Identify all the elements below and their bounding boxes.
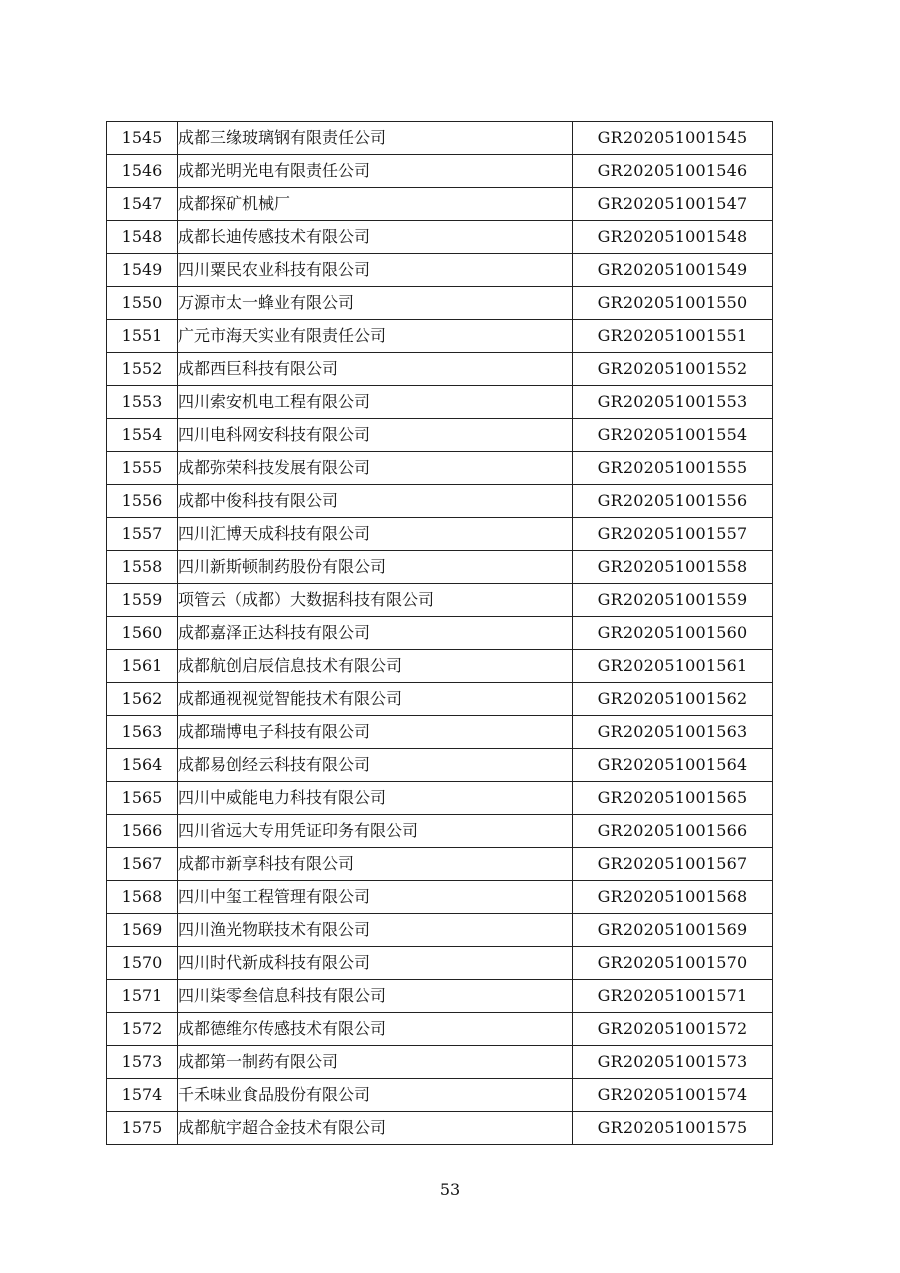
- table-row: [107, 1013, 773, 1046]
- table-row: [107, 617, 773, 650]
- company-name-cell: 四川柒零叁信息科技有限公司: [178, 980, 573, 1013]
- company-name-cell: 万源市太一蜂业有限公司: [178, 287, 573, 320]
- company-name-cell: 四川索安机电工程有限公司: [178, 386, 573, 419]
- company-name-cell: 成都弥荣科技发展有限公司: [178, 452, 573, 485]
- certificate-code-cell: GR202051001566: [573, 815, 773, 848]
- certificate-code-cell: GR202051001573: [573, 1046, 773, 1079]
- certificate-code-cell: GR202051001553: [573, 386, 773, 419]
- table-row: [107, 683, 773, 716]
- row-index-cell: 1569: [107, 914, 178, 947]
- certificate-code-cell: GR202051001559: [573, 584, 773, 617]
- company-name-cell: 成都瑞博电子科技有限公司: [178, 716, 573, 749]
- certificate-code-cell: GR202051001564: [573, 749, 773, 782]
- certificate-code-cell: GR202051001558: [573, 551, 773, 584]
- company-name-cell: 四川省远大专用凭证印务有限公司: [178, 815, 573, 848]
- table-row: [107, 452, 773, 485]
- row-index-cell: 1557: [107, 518, 178, 551]
- table-row: [107, 254, 773, 287]
- company-name-cell: 成都光明光电有限责任公司: [178, 155, 573, 188]
- table-row: [107, 386, 773, 419]
- table-row: [107, 551, 773, 584]
- certificate-code-cell: GR202051001572: [573, 1013, 773, 1046]
- table-row: [107, 122, 773, 155]
- certificate-code-cell: GR202051001548: [573, 221, 773, 254]
- certificate-code-cell: GR202051001574: [573, 1079, 773, 1112]
- row-index-cell: 1574: [107, 1079, 178, 1112]
- certificate-code-cell: GR202051001550: [573, 287, 773, 320]
- certificate-code-cell: GR202051001568: [573, 881, 773, 914]
- table-row: [107, 1079, 773, 1112]
- row-index-cell: 1572: [107, 1013, 178, 1046]
- company-name-cell: 四川中威能电力科技有限公司: [178, 782, 573, 815]
- table-row: [107, 947, 773, 980]
- row-index-cell: 1548: [107, 221, 178, 254]
- row-index-cell: 1566: [107, 815, 178, 848]
- page-number: 53: [439, 1180, 461, 1199]
- row-index-cell: 1547: [107, 188, 178, 221]
- row-index-cell: 1552: [107, 353, 178, 386]
- certificate-code-cell: GR202051001546: [573, 155, 773, 188]
- row-index-cell: 1546: [107, 155, 178, 188]
- company-name-cell: 成都嘉泽正达科技有限公司: [178, 617, 573, 650]
- certificate-code-cell: GR202051001557: [573, 518, 773, 551]
- certificate-code-cell: GR202051001571: [573, 980, 773, 1013]
- company-name-cell: 四川时代新成科技有限公司: [178, 947, 573, 980]
- table-row: [107, 1112, 773, 1145]
- certificate-code-cell: GR202051001547: [573, 188, 773, 221]
- company-name-cell: 成都德维尔传感技术有限公司: [178, 1013, 573, 1046]
- company-name-cell: 四川新斯顿制药股份有限公司: [178, 551, 573, 584]
- row-index-cell: 1561: [107, 650, 178, 683]
- table-row: [107, 716, 773, 749]
- table-body: [107, 122, 773, 1145]
- table-row: [107, 155, 773, 188]
- row-index-cell: 1551: [107, 320, 178, 353]
- row-index-cell: 1560: [107, 617, 178, 650]
- row-index-cell: 1556: [107, 485, 178, 518]
- company-name-cell: 成都易创经云科技有限公司: [178, 749, 573, 782]
- row-index-cell: 1555: [107, 452, 178, 485]
- row-index-cell: 1549: [107, 254, 178, 287]
- company-name-cell: 成都通视视觉智能技术有限公司: [178, 683, 573, 716]
- table-row: [107, 320, 773, 353]
- certificate-code-cell: GR202051001556: [573, 485, 773, 518]
- row-index-cell: 1559: [107, 584, 178, 617]
- row-index-cell: 1567: [107, 848, 178, 881]
- certificate-code-cell: GR202051001561: [573, 650, 773, 683]
- table-row: [107, 1046, 773, 1079]
- company-name-cell: 成都探矿机械厂: [178, 188, 573, 221]
- certificate-code-cell: GR202051001570: [573, 947, 773, 980]
- table-row: [107, 815, 773, 848]
- table-row: [107, 419, 773, 452]
- row-index-cell: 1563: [107, 716, 178, 749]
- table-row: [107, 881, 773, 914]
- table-row: [107, 353, 773, 386]
- company-name-cell: 项管云（成都）大数据科技有限公司: [178, 584, 573, 617]
- company-name-cell: 成都中俊科技有限公司: [178, 485, 573, 518]
- company-name-cell: 成都第一制药有限公司: [178, 1046, 573, 1079]
- certificate-code-cell: GR202051001569: [573, 914, 773, 947]
- certificate-code-cell: GR202051001562: [573, 683, 773, 716]
- certificate-code-cell: GR202051001551: [573, 320, 773, 353]
- table-row: [107, 518, 773, 551]
- company-name-cell: 成都市新享科技有限公司: [178, 848, 573, 881]
- company-name-cell: 成都航宇超合金技术有限公司: [178, 1112, 573, 1145]
- row-index-cell: 1553: [107, 386, 178, 419]
- table-row: [107, 485, 773, 518]
- row-index-cell: 1550: [107, 287, 178, 320]
- company-name-cell: 广元市海天实业有限责任公司: [178, 320, 573, 353]
- row-index-cell: 1571: [107, 980, 178, 1013]
- table-row: [107, 782, 773, 815]
- certificate-code-cell: GR202051001563: [573, 716, 773, 749]
- company-name-cell: 四川电科网安科技有限公司: [178, 419, 573, 452]
- table-row: [107, 650, 773, 683]
- certificate-code-cell: GR202051001567: [573, 848, 773, 881]
- certificate-code-cell: GR202051001560: [573, 617, 773, 650]
- company-name-cell: 成都航创启辰信息技术有限公司: [178, 650, 573, 683]
- row-index-cell: 1564: [107, 749, 178, 782]
- row-index-cell: 1575: [107, 1112, 178, 1145]
- certificate-code-cell: GR202051001554: [573, 419, 773, 452]
- table-row: [107, 749, 773, 782]
- company-name-cell: 成都长迪传感技术有限公司: [178, 221, 573, 254]
- company-name-cell: 四川粟民农业科技有限公司: [178, 254, 573, 287]
- certificate-code-cell: GR202051001545: [573, 122, 773, 155]
- row-index-cell: 1554: [107, 419, 178, 452]
- table-row: [107, 980, 773, 1013]
- certificate-code-cell: GR202051001549: [573, 254, 773, 287]
- row-index-cell: 1558: [107, 551, 178, 584]
- certificate-code-cell: GR202051001552: [573, 353, 773, 386]
- company-name-cell: 四川渔光物联技术有限公司: [178, 914, 573, 947]
- table-row: [107, 287, 773, 320]
- table-row: [107, 914, 773, 947]
- certificate-code-cell: GR202051001565: [573, 782, 773, 815]
- table-row: [107, 848, 773, 881]
- row-index-cell: 1565: [107, 782, 178, 815]
- table-row: [107, 221, 773, 254]
- company-name-cell: 千禾味业食品股份有限公司: [178, 1079, 573, 1112]
- company-name-cell: 成都西巨科技有限公司: [178, 353, 573, 386]
- company-list-table: [106, 121, 773, 1145]
- table-row: [107, 188, 773, 221]
- certificate-code-cell: GR202051001555: [573, 452, 773, 485]
- row-index-cell: 1568: [107, 881, 178, 914]
- company-name-cell: 四川中玺工程管理有限公司: [178, 881, 573, 914]
- row-index-cell: 1545: [107, 122, 178, 155]
- row-index-cell: 1570: [107, 947, 178, 980]
- row-index-cell: 1573: [107, 1046, 178, 1079]
- row-index-cell: 1562: [107, 683, 178, 716]
- table-row: [107, 584, 773, 617]
- company-name-cell: 四川汇博天成科技有限公司: [178, 518, 573, 551]
- certificate-code-cell: GR202051001575: [573, 1112, 773, 1145]
- company-name-cell: 成都三缘玻璃钢有限责任公司: [178, 122, 573, 155]
